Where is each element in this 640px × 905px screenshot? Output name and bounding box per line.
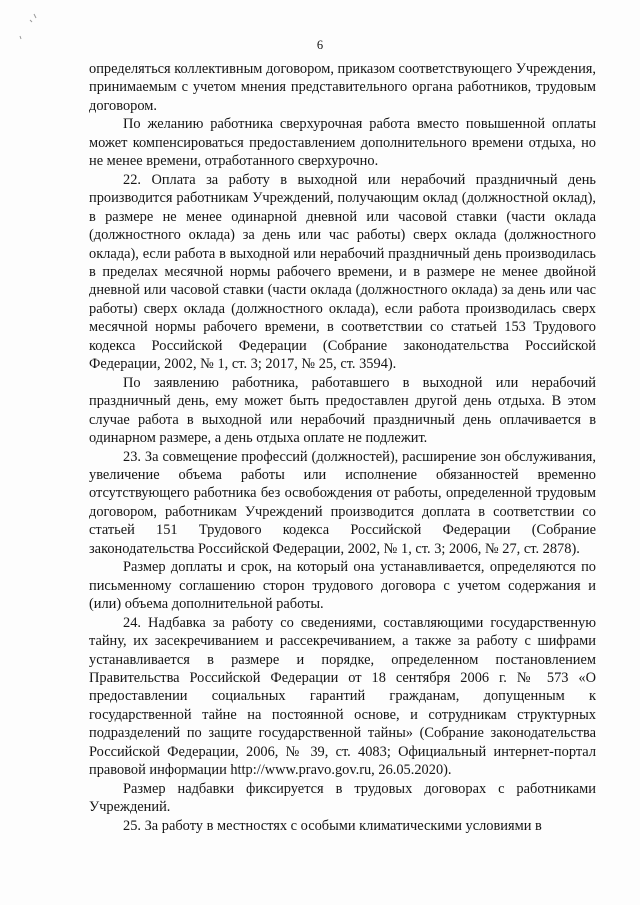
- paragraph-day-off: По заявлению работника, работавшего в выходной или нерабочий праздничный день, ему может быть предоставлен другой день отдыха. В этом случае работа в выходной или нерабочий праздничный день оплачивается в одинарном размере, а день отдыха оплате не подлежит.: [89, 374, 596, 447]
- paragraph-overtime-compensation: По желанию работника сверхурочная работа вместо повышенной оплаты может компенсироваться предоставлением дополнительного времени отдыха, но не менее времени, отработанного сверхурочно.: [89, 116, 596, 170]
- page-number: 6: [316, 38, 324, 52]
- paragraph-item-23: 23. За совмещение профессий (должностей), расширение зон обслуживания, увеличение объема работы или исполнение обязанностей временно отсутствующего работника без освобождения от работы, определенной трудовым договором, работникам Учреждений производится доплата в соответствии со статьей 151 Трудового кодекса Российской Федерации (Собрание законодательства Российской Федерации, 2002, № 1, ст. 3; 2006, № 27, ст. 2878).: [89, 448, 596, 557]
- paragraph-item-25: 25. За работу в местностях с особыми климатическими условиями в: [123, 817, 542, 834]
- paragraph-item-24: 24. Надбавка за работу со сведениями, составляющими государственную тайну, их засекречиванием и рассекречиванием, а также за работу с шифрами устанавливается в размере и порядке, определенном постановлением Правительства Российской Федерации от 18 сентября 2006 г. № 573 «О предоставлении социальных гарантий гражданам, допущенным к государственной тайне на постоянной основе, и сотрудникам структурных подразделений по защите государственной тайны» (Собрание законодательства Российской Федерации, 2006, № 39, ст. 4083; Официальный интернет-портал правовой информации http://www.pravo.gov.ru, 26.05.2020).: [89, 614, 596, 779]
- document-body: [89, 60, 596, 835]
- paragraph-allowance-size: Размер надбавки фиксируется в трудовых договорах с работниками Учреждений.: [89, 780, 596, 816]
- paragraph-surcharge-size: Размер доплаты и срок, на который она устанавливается, определяются по письменному соглашению сторон трудового договора с учетом содержания и (или) объема дополнительной работы.: [89, 559, 596, 613]
- paragraph-item-22: 22. Оплата за работу в выходной или нерабочий праздничный день производится работникам Учреждений, получающим оклад (должностной оклад), в размере не менее одинарной дневной или часовой ставки (части оклада (должностного оклада) за день или час работы) сверх оклада (должностного оклада), если работа в выходной или нерабочий праздничный день производилась в пределах месячной нормы рабочего времени, и в размере не менее двойной дневной или часовой ставки (части оклада (должностного оклада) за день или час работы) сверх оклада (должностного оклада), если работа производилась сверх месячной нормы рабочего времени, в соответствии со статьей 153 Трудового кодекса Российской Федерации (Собрание законодательства Российской Федерации, 2002, № 1, ст. 3; 2017, № 25, ст. 3594).: [89, 171, 596, 373]
- paragraph-continuation: определяться коллективным договором, приказом соответствующего Учреждения, принимаемым с учетом мнения представительного органа работников, трудовым договором.: [89, 61, 596, 114]
